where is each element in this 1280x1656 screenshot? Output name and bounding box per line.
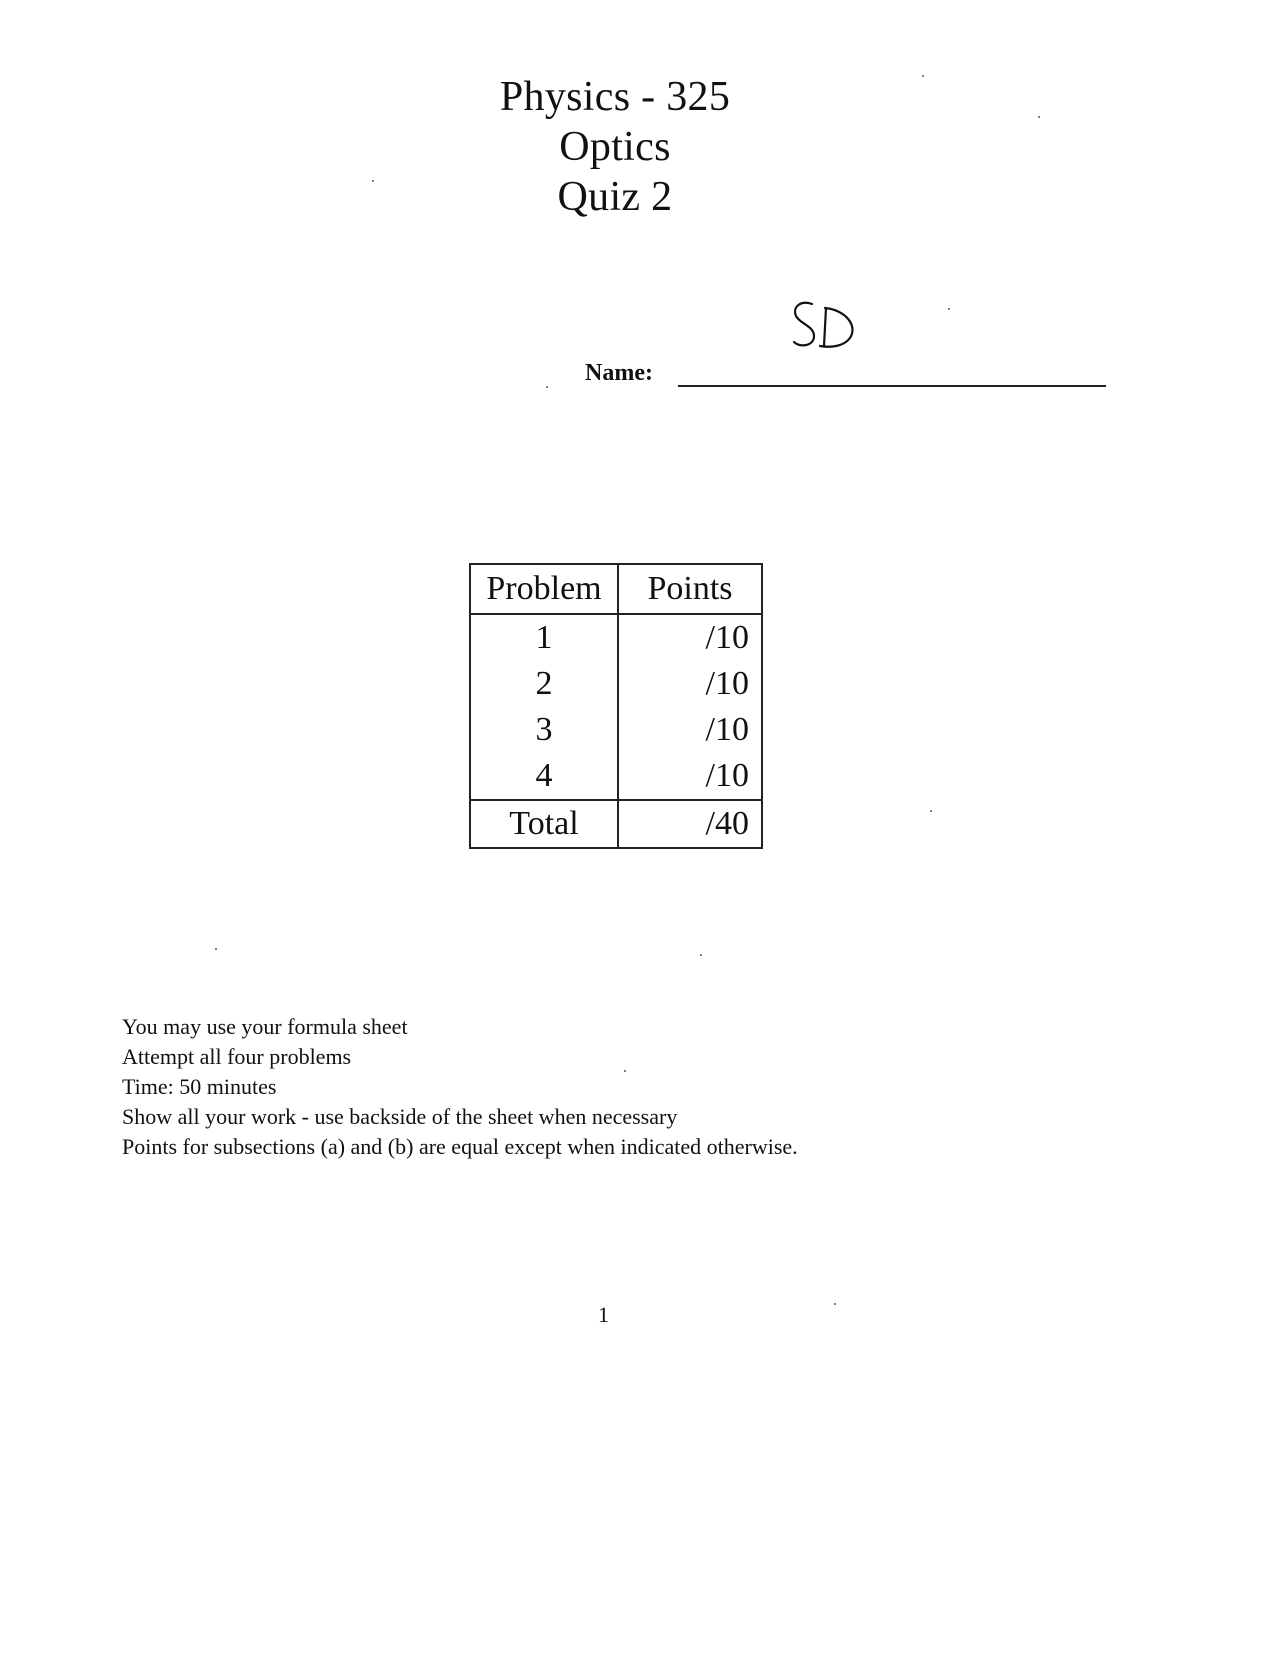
scan-speck — [546, 386, 548, 388]
table-row — [470, 614, 762, 661]
table-row — [470, 753, 762, 800]
total-points-cell: /40 — [618, 800, 762, 848]
problem-number-cell: 4 — [470, 753, 618, 800]
course-title: Physics - 325 — [499, 74, 731, 120]
scan-speck — [834, 1303, 836, 1305]
problem-number-cell: 3 — [470, 707, 618, 753]
problem-number-cell: 2 — [470, 661, 618, 707]
total-row — [470, 800, 762, 848]
page-number: 1 — [598, 1302, 609, 1327]
scan-speck — [948, 308, 950, 310]
table-row — [470, 707, 762, 753]
instruction-line: Attempt all four problems — [122, 1044, 352, 1069]
scan-speck — [215, 948, 217, 950]
total-label-cell: Total — [470, 800, 618, 848]
column-header-points: Points — [618, 564, 762, 614]
handwritten-name-signature — [790, 298, 870, 364]
instruction-line: Time: 50 minutes — [122, 1074, 277, 1099]
table-header-row — [470, 564, 762, 614]
scan-speck — [922, 75, 924, 77]
quiz-title: Quiz 2 — [557, 174, 673, 220]
quiz-header — [0, 72, 1230, 222]
points-cell: /10 — [618, 753, 762, 800]
points-cell: /10 — [618, 707, 762, 753]
course-subject: Optics — [559, 124, 671, 170]
table-row — [470, 661, 762, 707]
score-table — [469, 563, 763, 849]
instruction-line: Show all your work - use backside of the sheet when necessary — [122, 1104, 678, 1129]
scan-speck — [700, 954, 702, 956]
name-label: Name: — [585, 360, 653, 386]
problem-number-cell: 1 — [470, 614, 618, 661]
points-cell: /10 — [618, 614, 762, 661]
scan-speck — [1038, 116, 1040, 118]
scan-speck — [624, 1070, 626, 1072]
column-header-problem: Problem — [470, 564, 618, 614]
scan-speck — [930, 810, 932, 812]
handwritten-sd-drawing — [790, 298, 870, 360]
instruction-line: You may use your formula sheet — [122, 1014, 408, 1039]
name-field-line — [678, 385, 1106, 387]
instructions-block — [122, 1012, 798, 1162]
scan-speck — [372, 180, 374, 182]
points-cell: /10 — [618, 661, 762, 707]
instruction-line: Points for subsections (a) and (b) are equal except when indicated otherwise. — [122, 1134, 798, 1159]
